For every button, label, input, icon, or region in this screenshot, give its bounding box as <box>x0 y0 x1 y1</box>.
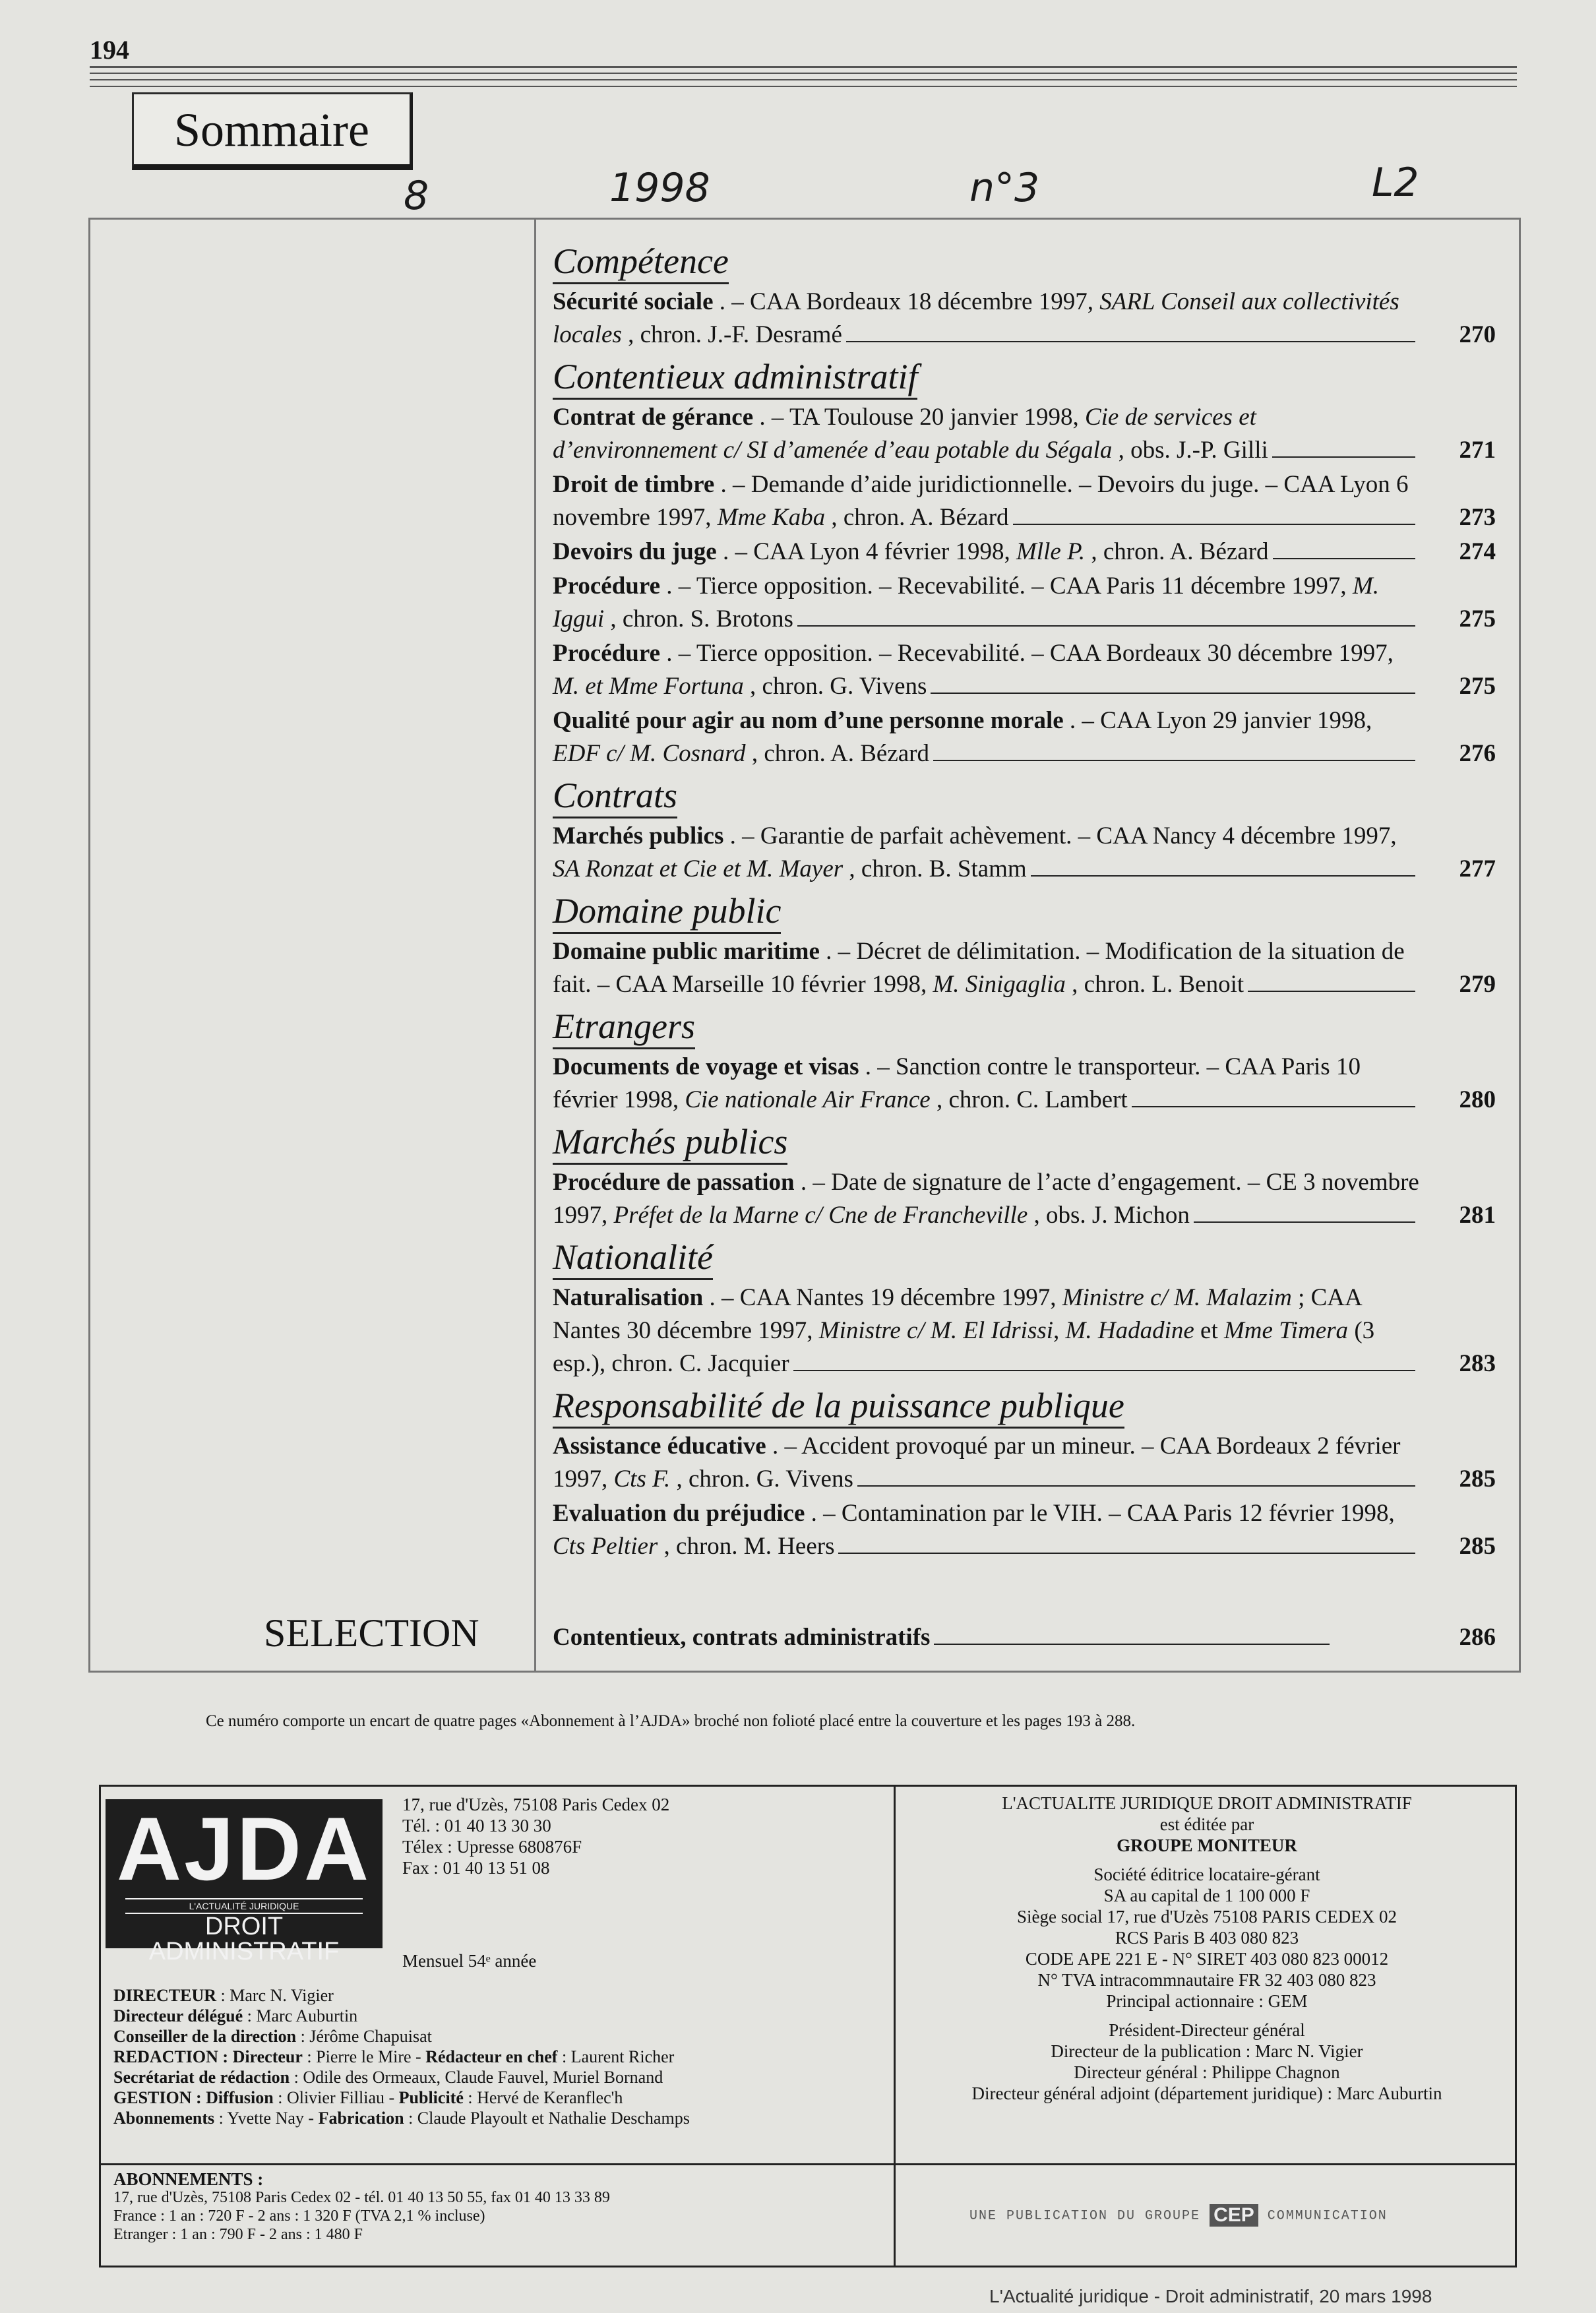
toc-entry[interactable] <box>553 637 1496 703</box>
entry-text-part: (3 esp.), chron. C. Jacquier <box>553 1317 1375 1377</box>
leader <box>846 321 1415 342</box>
toc-entry-text <box>553 570 1423 636</box>
entry-keyword: Qualité pour agir au nom d’une personne morale <box>553 707 1064 734</box>
entry-case-name: Mlle P. <box>1016 538 1086 565</box>
staff-role: Rédacteur en chef <box>425 2047 558 2066</box>
staff-names: : Pierre le Mire - <box>302 2047 426 2066</box>
handwritten-note: 8 <box>404 173 429 219</box>
leader <box>934 1624 1330 1645</box>
section-title: Contrats <box>553 774 677 818</box>
section-title: Etrangers <box>553 1005 695 1049</box>
subscriptions-line: Etranger : 1 an : 790 F - 2 ans : 1 480 F <box>113 2226 363 2243</box>
leader <box>933 740 1415 761</box>
leader <box>1194 1202 1415 1223</box>
entry-case-name: Cie de services et d’environnement c/ SI d’amenée d’eau potable du Ségala <box>553 404 1256 464</box>
entry-case-name: Préfet de la Marne c/ Cne de Francheville <box>613 1202 1028 1229</box>
entry-text-part: , chron. B. Stamm <box>849 855 1027 882</box>
staff-role: DIRECTEUR <box>113 1986 217 2005</box>
contact-line: Télex : Upresse 680876F <box>402 1837 582 1857</box>
publisher-company-line: CODE APE 221 E - N° SIRET 403 080 823 00012 <box>1025 1949 1389 1969</box>
entry-text-part: . – Tierce opposition. – Recevabilité. – CAA Bordeaux 30 décembre 1997, <box>666 640 1394 667</box>
handwritten-note: 1998 <box>609 165 710 211</box>
entry-text-part: et <box>1200 1317 1224 1344</box>
toc-entry-text <box>553 704 1423 770</box>
toc-page-number: 275 <box>1459 673 1496 700</box>
selection-label: SELECTION <box>264 1611 479 1655</box>
entry-text-part: . – CAA Lyon 29 janvier 1998, <box>1069 707 1372 734</box>
publisher-company-line: N° TVA intracommnautaire FR 32 403 080 823 <box>1037 1970 1376 1990</box>
entry-text-part: . – Demande d’aide juridictionnelle. – Devoirs du juge. – CAA Lyon 6 novembre 1997, <box>553 471 1409 531</box>
entry-case-name: Cie nationale Air France <box>685 1086 931 1113</box>
entry-text-part: . <box>719 288 725 315</box>
masthead-divider <box>894 1785 896 2267</box>
entry-text-part: . – Contamination par le VIH. – CAA Paris 12 février 1998, <box>811 1500 1395 1527</box>
section-title: Responsabilité de la puissance publique <box>553 1384 1124 1429</box>
header-rule <box>90 79 1517 80</box>
staff-line <box>113 2067 892 2087</box>
subscriptions-heading: ABONNEMENTS : <box>113 2169 264 2189</box>
staff-role: Secrétariat de rédaction <box>113 2068 290 2087</box>
toc-page-number: 281 <box>1459 1202 1496 1229</box>
entry-case-name: Ministre c/ M. Malazim <box>1062 1284 1292 1311</box>
leader <box>1132 1086 1415 1107</box>
group-line-before: UNE PUBLICATION DU GROUPE <box>969 2208 1201 2224</box>
page-title: Sommaire <box>132 92 413 170</box>
entry-keyword: Marchés publics <box>553 822 724 849</box>
entry-text-part: , chron. S. Brotons <box>610 605 793 632</box>
staff-role: REDACTION : Directeur <box>113 2047 303 2066</box>
section-title: Marchés publics <box>553 1121 787 1165</box>
entry-text-part: . – Accident provoqué par un mineur. – CAA Bordeaux 2 février 1997, <box>553 1433 1401 1493</box>
entry-keyword: Procédure de passation <box>553 1169 795 1196</box>
toc-page-number: 279 <box>1459 971 1496 998</box>
entry-text-part: , chron. M. Heers <box>663 1533 835 1560</box>
logo-sub: ADMINISTRATIF <box>148 1938 340 1965</box>
entry-text-part: . – Décret de délimitation. – Modification de la situation de fait. – CAA Marseille 10 février 1998, <box>553 938 1405 998</box>
cep-logo: CEP <box>1210 2204 1258 2227</box>
toc-entry[interactable] <box>553 570 1496 636</box>
entry-text-part: . – CAA Nantes 19 décembre 1997, <box>709 1284 1062 1311</box>
entry-text-part: , chron. A. Bézard <box>1091 538 1269 565</box>
subscriptions-block <box>113 2170 610 2244</box>
entry-text-part: , obs. J. Michon <box>1033 1202 1190 1229</box>
toc-entry-text <box>553 286 1423 352</box>
staff-role: Directeur délégué <box>113 2006 243 2025</box>
entry-text-part: . – Tierce opposition. – Recevabilité. – CAA Paris 11 décembre 1997, <box>666 572 1353 600</box>
entry-text-part: , obs. J.-P. Gilli <box>1118 437 1268 464</box>
toc-entry[interactable] <box>553 536 1496 569</box>
entry-keyword: Contrat de gérance <box>553 404 754 431</box>
toc-entry[interactable] <box>553 935 1496 1001</box>
entry-case-name: Cts F. <box>613 1465 671 1493</box>
leader <box>838 1533 1415 1554</box>
entry-keyword: Documents de voyage et visas <box>553 1053 859 1080</box>
toc-page-number: 280 <box>1459 1086 1496 1113</box>
toc-entry-text <box>553 820 1423 886</box>
toc-entry-text <box>553 468 1423 534</box>
staff-line <box>113 2108 892 2128</box>
staff-line <box>113 2006 892 2026</box>
contact-line: Fax : 01 40 13 51 08 <box>402 1858 550 1878</box>
leader <box>793 1350 1415 1371</box>
contact-line: Tél. : 01 40 13 30 30 <box>402 1816 551 1835</box>
staff-line <box>113 2026 892 2047</box>
entry-case-name: M. Iggui <box>553 572 1380 632</box>
entry-text-part: ; CAA Nantes 30 décembre 1997, <box>553 1284 1361 1344</box>
entry-keyword: Devoirs du juge <box>553 538 717 565</box>
entry-case-name: Ministre c/ M. El Idrissi, M. Hadadine <box>818 1317 1194 1344</box>
entry-case-name: M. et Mme Fortuna <box>553 673 744 700</box>
entry-keyword: Evaluation du préjudice <box>553 1500 805 1527</box>
publisher-officer-line: Directeur général adjoint (département juridique) : Marc Auburtin <box>971 2083 1442 2103</box>
staff-names: : Marc N. Vigier <box>216 1986 334 2005</box>
entry-case-name: SA Ronzat et Cie et M. Mayer <box>553 855 844 882</box>
publisher-group: GROUPE MONITEUR <box>1117 1835 1297 1855</box>
entry-text-part: , chron. G. Vivens <box>750 673 927 700</box>
entry-case-name: Cts Peltier <box>553 1533 658 1560</box>
publisher-company-line: RCS Paris B 403 080 823 <box>1115 1928 1299 1948</box>
leader <box>1248 971 1415 992</box>
entry-case-name: Mme Kaba <box>717 504 826 531</box>
leader <box>1273 538 1415 559</box>
leader <box>931 673 1415 694</box>
publisher-company-line: Société éditrice locataire-gérant <box>1093 1865 1320 1884</box>
staff-names: : Olivier Filliau - <box>273 2088 399 2107</box>
entry-keyword: Domaine public maritime <box>553 938 820 965</box>
publisher-company-line: Siège social 17, rue d'Uzès 75108 PARIS CEDEX 02 <box>1016 1907 1397 1927</box>
page-footer: L'Actualité juridique - Droit administratif, 20 mars 1998 <box>989 2286 1432 2306</box>
publisher-officer-line: Directeur de la publication : Marc N. Vigier <box>1051 2041 1363 2061</box>
entry-case-name: EDF c/ M. Cosnard <box>553 740 746 767</box>
entry-text-part: – CAA Bordeaux 18 décembre 1997, <box>731 288 1100 315</box>
contact-block <box>402 1794 669 1878</box>
toc-entry-text <box>553 1430 1423 1496</box>
entry-keyword: Sécurité sociale <box>553 288 714 315</box>
section-title: Compétence <box>553 240 729 284</box>
leader <box>797 605 1415 627</box>
staff-names: : Marc Auburtin <box>243 2006 358 2025</box>
handwritten-note: n°3 <box>969 165 1040 211</box>
staff-names: : Hervé de Keranflec'h <box>463 2088 623 2107</box>
leader <box>1031 855 1415 877</box>
entry-text-part: . – CAA Lyon 4 février 1998, <box>722 538 1016 565</box>
toc-entry[interactable] <box>553 1166 1496 1232</box>
selection-page: 286 <box>1459 1624 1496 1651</box>
toc-entry[interactable] <box>553 1281 1496 1380</box>
staff-list <box>113 1985 892 2128</box>
staff-names: : Odile des Ormeaux, Claude Fauvel, Muriel Bornand <box>290 2068 663 2087</box>
logo-main: AJDA <box>116 1799 372 1899</box>
contact-line: 17, rue d'Uzès, 75108 Paris Cedex 02 <box>402 1795 670 1814</box>
toc-entry[interactable] <box>553 1051 1496 1117</box>
entry-text-part: , chron. G. Vivens <box>676 1465 853 1493</box>
publisher-officer-line: Président-Directeur général <box>1109 2020 1305 2040</box>
toc-entry[interactable] <box>553 820 1496 886</box>
header-rule <box>90 73 1517 74</box>
entry-keyword: Assistance éducative <box>553 1433 766 1460</box>
section-title: Domaine public <box>553 890 781 934</box>
toc-divider <box>534 218 536 1673</box>
toc-entry[interactable] <box>553 1430 1496 1496</box>
leader <box>1013 504 1415 525</box>
publisher-officer-line: Directeur général : Philippe Chagnon <box>1074 2062 1340 2082</box>
insert-note: Ce numéro comporte un encart de quatre pages «Abonnement à l’AJDA» broché non folioté placé entre la couverture et les pages 193 à 288. <box>206 1712 1136 1730</box>
toc-page-number: 270 <box>1459 321 1496 348</box>
entry-case-name: SARL Conseil aux collectivités locales <box>553 288 1399 348</box>
entry-text-part: . – Date de signature de l’acte d’engagement. – CE 3 novembre 1997, <box>553 1169 1419 1229</box>
toc-page-number: 275 <box>1459 605 1496 632</box>
entry-text-part: . – Sanction contre le transporteur. – CAA Paris 10 février 1998, <box>553 1053 1361 1113</box>
entry-case-name: M. Sinigaglia <box>933 971 1066 998</box>
header-rule <box>90 86 1517 87</box>
page-number: 194 <box>90 35 129 65</box>
publisher-line: L'ACTUALITE JURIDIQUE DROIT ADMINISTRATIF <box>1002 1793 1412 1813</box>
subscriptions-line: France : 1 an : 720 F - 2 ans : 1 320 F (TVA 2,1 % incluse) <box>113 2207 485 2225</box>
toc-page-number: 274 <box>1459 538 1496 565</box>
staff-names: : Claude Playoult et Nathalie Deschamps <box>404 2109 690 2128</box>
toc-entry[interactable] <box>553 286 1496 352</box>
ajda-logo <box>106 1799 383 1965</box>
staff-role: GESTION : Diffusion <box>113 2088 274 2107</box>
logo-small: L'ACTUALITÉ JURIDIQUE <box>125 1898 363 1914</box>
entry-text-part: , chron. J.-F. Desramé <box>628 321 842 348</box>
leader <box>857 1465 1415 1487</box>
staff-role: Publicité <box>398 2088 464 2107</box>
publisher-line: est éditée par <box>1159 1814 1254 1834</box>
staff-names: : Laurent Richer <box>557 2047 675 2066</box>
toc-entry-text <box>553 1051 1423 1117</box>
entry-text-part: , chron. A. Bézard <box>751 740 930 767</box>
toc-entry[interactable] <box>553 704 1496 770</box>
entry-text-part: , chron. L. Benoit <box>1072 971 1244 998</box>
entry-text-part: . – Garantie de parfait achèvement. – CAA Nancy 4 décembre 1997, <box>729 822 1397 849</box>
group-line <box>969 2204 1388 2227</box>
entry-text-part: , chron. C. Lambert <box>936 1086 1128 1113</box>
section-title: Nationalité <box>553 1236 713 1280</box>
staff-role: Fabrication <box>318 2109 404 2128</box>
toc-page-number: 277 <box>1459 855 1496 882</box>
staff-role: Conseiller de la direction <box>113 2027 297 2046</box>
entry-keyword: Procédure <box>553 640 661 667</box>
staff-role: Abonnements <box>113 2109 215 2128</box>
toc-entry-text <box>553 1497 1423 1563</box>
frequency: Mensuel 54ᵉ année <box>402 1951 537 1971</box>
staff-line <box>113 2087 892 2108</box>
staff-line <box>113 2047 892 2067</box>
toc-entry[interactable] <box>553 1497 1496 1563</box>
logo-sub: DROIT <box>204 1913 284 1940</box>
entry-keyword: Droit de timbre <box>553 471 715 498</box>
staff-names: : Yvette Nay - <box>214 2109 319 2128</box>
masthead-divider <box>99 2163 1517 2165</box>
selection-entry-text: Contentieux, contrats administratifs <box>553 1624 931 1651</box>
toc-page-number: 285 <box>1459 1465 1496 1493</box>
toc-entry[interactable] <box>553 468 1496 534</box>
toc-entry-text <box>553 1166 1423 1232</box>
toc-entry[interactable] <box>553 401 1496 467</box>
toc-entry-text <box>553 1281 1423 1380</box>
staff-names: : Jérôme Chapuisat <box>296 2027 432 2046</box>
toc-page-number: 271 <box>1459 437 1496 464</box>
toc-entry-text <box>553 536 1423 569</box>
section-title: Contentieux administratif <box>553 355 917 400</box>
toc-page-number: 276 <box>1459 740 1496 767</box>
entry-keyword: Naturalisation <box>553 1284 704 1311</box>
entry-text-part: . – TA Toulouse 20 janvier 1998, <box>759 404 1085 431</box>
header-rule <box>90 66 1517 68</box>
publisher-company-line: Principal actionnaire : GEM <box>1106 1991 1308 2011</box>
publisher-block <box>904 1793 1510 2104</box>
entry-case-name: Mme Timera <box>1223 1317 1349 1344</box>
entry-text-part: , chron. A. Bézard <box>831 504 1009 531</box>
toc-entry-text <box>553 935 1423 1001</box>
group-line-after: COMMUNICATION <box>1267 2208 1388 2224</box>
toc-page-number: 273 <box>1459 504 1496 531</box>
toc-page-number: 285 <box>1459 1533 1496 1560</box>
staff-line <box>113 1985 892 2006</box>
entry-keyword: Procédure <box>553 572 661 600</box>
leader <box>1272 437 1415 458</box>
subscriptions-line: 17, rue d'Uzès, 75108 Paris Cedex 02 - tél. 01 40 13 50 55, fax 01 40 13 33 89 <box>113 2189 610 2206</box>
toc-page-number: 283 <box>1459 1350 1496 1377</box>
toc-list <box>553 236 1496 1563</box>
handwritten-note: L2 <box>1372 160 1419 206</box>
selection-entry[interactable] <box>553 1620 1496 1654</box>
toc-entry-text <box>553 637 1423 703</box>
publisher-company-line: SA au capital de 1 100 000 F <box>1103 1886 1310 1905</box>
toc-entry-text <box>553 401 1423 467</box>
